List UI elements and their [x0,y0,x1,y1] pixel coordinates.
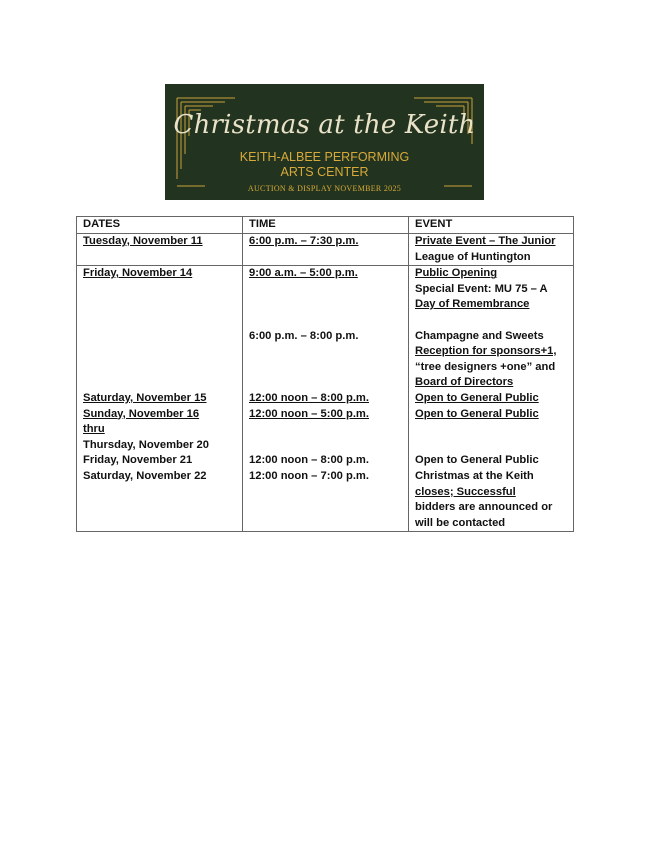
table-row [77,391,574,407]
row-date: Friday, November 21 [83,454,193,467]
row-event-detail: closes; Successful [415,485,516,498]
row-date: Saturday, November 15 [83,391,207,404]
row-time: 9:00 a.m. – 5:00 p.m. [249,267,358,280]
table-row [77,469,574,532]
schedule-table [76,216,574,532]
row-date: Tuesday, November 11 [83,235,203,247]
row-event-second-title: Champagne and Sweets [415,329,544,342]
banner-title: Christmas at the Keith [173,110,476,140]
table-header-row [77,217,574,234]
row-date-connector: thru [83,423,105,436]
row-event-detail: will be contacted [415,516,506,529]
row-date: Saturday, November 22 [83,469,207,482]
row-event-detail: Day of Remembrance [415,298,530,311]
row-time: 12:00 noon – 8:00 p.m. [249,391,369,404]
row-time: 12:00 noon – 8:00 p.m. [249,454,369,467]
header-time: TIME [243,217,409,234]
art-deco-frame-icon [165,84,484,200]
row-event-title: Christmas at the Keith [415,469,534,482]
row-date-end: Thursday, November 20 [83,438,210,451]
row-event-title: Open to General Public [415,391,539,404]
row-event-title: Open to General Public [415,407,539,420]
row-time-second: 6:00 p.m. – 8:00 p.m. [249,329,359,342]
header-dates: DATES [77,217,243,234]
row-time: 12:00 noon – 7:00 p.m. [249,469,369,482]
row-event-second-detail: Board of Directors [415,376,514,389]
row-event-title: Public Opening [415,267,498,280]
table-row [77,453,574,469]
event-banner [165,84,484,200]
row-event-detail: League of Huntington [415,250,531,263]
table-row [77,266,574,391]
header-event: EVENT [409,217,574,234]
banner-venue-line-1: KEITH-ALBEE PERFORMING [239,150,410,164]
row-event-detail: Special Event: MU 75 – A [415,282,548,295]
row-event-second-detail: “tree designers +one” and [415,360,556,373]
table-row [77,234,574,266]
table-row [77,407,574,454]
row-event-detail: bidders are announced or [415,501,553,514]
row-event-second-detail: Reception for sponsors+1, [415,345,557,358]
banner-footer: AUCTION & DISPLAY NOVEMBER 2025 [247,184,402,193]
banner-venue-line-2: ARTS CENTER [280,165,369,179]
row-date: Friday, November 14 [83,267,193,280]
row-time: 12:00 noon – 5:00 p.m. [249,407,369,420]
row-date: Sunday, November 16 [83,407,200,420]
row-event-title: Open to General Public [415,454,539,467]
row-time: 6:00 p.m. – 7:30 p.m. [249,235,359,247]
row-event-title: Private Event – The Junior [415,235,556,247]
